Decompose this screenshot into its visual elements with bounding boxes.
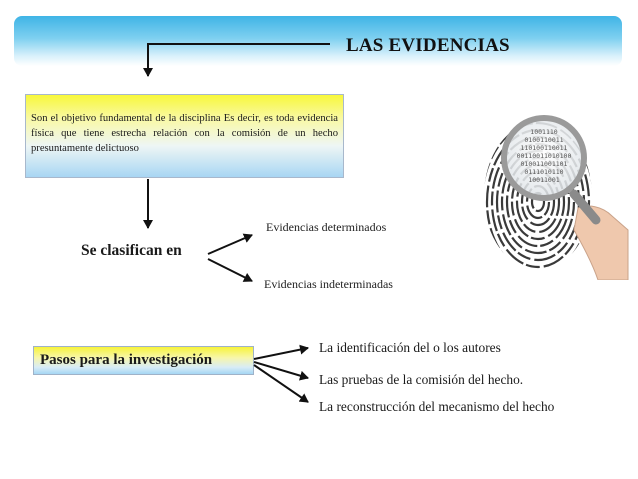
classification-item-undetermined: Evidencias indeterminadas	[264, 277, 393, 291]
step-item-reconstruction: La reconstrucción del mecanismo del hecho	[319, 399, 555, 414]
definition-text: Son el objetivo fundamental de la disciplina Es decir, es toda evidencia física que tiene estrecha relación con la comisión de un hecho presuntamente delictuoso	[31, 113, 338, 154]
svg-text:0111010110: 0111010110	[524, 168, 564, 176]
svg-text:10011001: 10011001	[528, 176, 560, 184]
svg-text:0100110011: 0100110011	[524, 136, 564, 144]
step-item-identification: La identificación del o los autores	[319, 340, 501, 355]
title-connector-arrow	[148, 44, 330, 76]
classification-arrow-1	[208, 235, 252, 254]
classification-label: Se clasifican en	[81, 242, 182, 259]
step-arrow-1	[254, 348, 308, 359]
fingerprint-magnifier-icon	[470, 112, 630, 280]
svg-text:1001110: 1001110	[530, 128, 558, 136]
svg-text:00110011010100: 00110011010100	[516, 152, 572, 160]
step-item-evidence: Las pruebas de la comisión del hecho.	[319, 372, 524, 387]
svg-text:010011001101: 010011001101	[520, 160, 568, 168]
classification-item-determined: Evidencias determinados	[266, 220, 387, 234]
page-title: LAS EVIDENCIAS	[346, 35, 510, 56]
svg-text:110100110011: 110100110011	[520, 144, 568, 152]
classification-arrow-2	[208, 259, 252, 281]
steps-label: Pasos para la investigación	[40, 352, 213, 368]
